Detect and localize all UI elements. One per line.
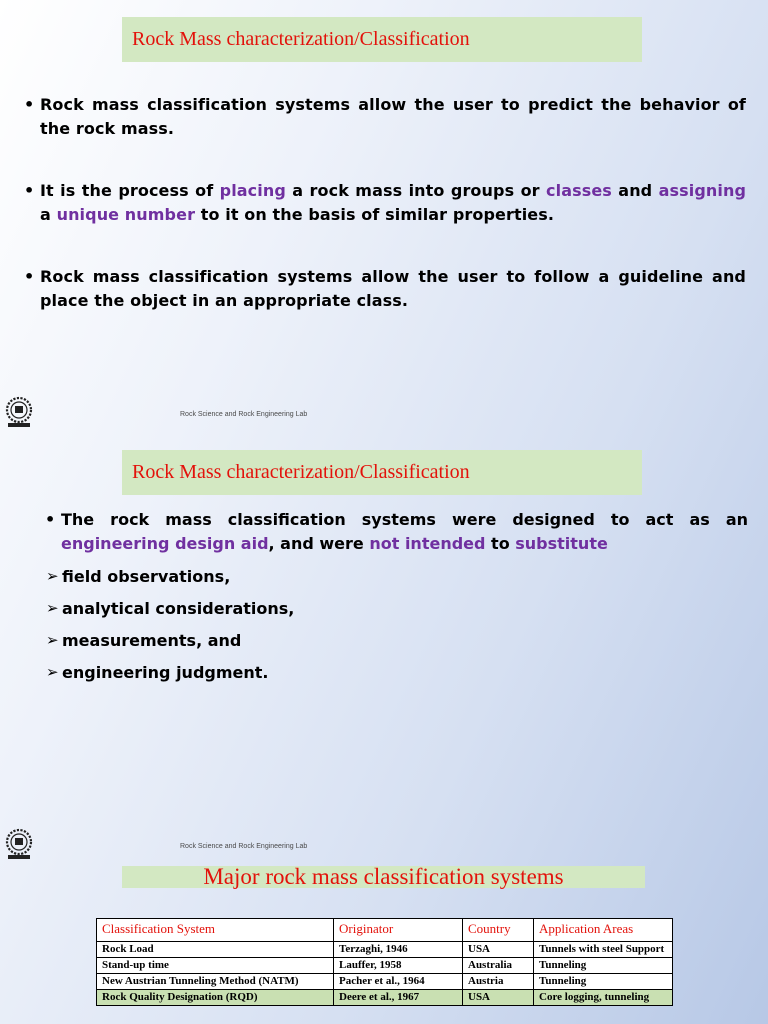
slide-3-title: Major rock mass classification systems [122, 866, 645, 888]
column-header: Classification System [97, 919, 334, 942]
arrow-bullet-icon: ➢ [46, 663, 59, 681]
arrow-bullet-icon: ➢ [46, 631, 59, 649]
slide-1 [0, 0, 768, 432]
table-body [97, 942, 673, 1006]
slide-1-bullets [24, 93, 746, 351]
text-segment: The rock mass classification systems were designed to act as an [61, 510, 748, 529]
classification-systems-table [96, 918, 673, 1006]
text-segment: a [40, 205, 57, 224]
table-cell: Terzaghi, 1946 [334, 942, 463, 958]
highlighted-term: placing [219, 181, 286, 200]
footer-lab-name: Rock Science and Rock Engineering Lab [180, 843, 308, 850]
slide-2 [0, 432, 768, 864]
table-cell: USA [463, 990, 534, 1006]
table-cell: Stand-up time [97, 958, 334, 974]
slide-1-title: Rock Mass characterization/Classification [122, 17, 642, 62]
table-header-row [97, 919, 673, 942]
list-item [46, 564, 294, 588]
list-item [46, 660, 294, 684]
text-segment: It is the process of [40, 181, 220, 200]
table-cell: Lauffer, 1958 [334, 958, 463, 974]
text-segment: to it on the basis of similar properties. [195, 205, 555, 224]
highlighted-term: classes [546, 181, 612, 200]
text-segment: a rock mass into groups or [285, 181, 547, 200]
list-item-text: measurements, and [62, 630, 242, 650]
table-cell: Rock Load [97, 942, 334, 958]
bullet-item [24, 265, 746, 313]
highlighted-term: not intended [369, 534, 486, 553]
table-cell: Tunneling [534, 958, 673, 974]
table-cell: Pacher et al., 1964 [334, 974, 463, 990]
table-row [97, 974, 673, 990]
table-row [97, 990, 673, 1006]
column-header: Application Areas [534, 919, 673, 942]
list-item-text: field observations, [62, 566, 231, 586]
column-header: Country [463, 919, 534, 942]
footer-lab-name: Rock Science and Rock Engineering Lab [180, 411, 308, 418]
text-segment: to [485, 534, 516, 553]
table-row [97, 958, 673, 974]
highlighted-term: engineering design aid [61, 534, 269, 553]
highlighted-term: unique number [56, 205, 196, 224]
slide-2-arrow-list [46, 564, 294, 692]
table-row [97, 942, 673, 958]
arrow-bullet-icon: ➢ [46, 567, 59, 585]
table-cell: New Austrian Tunneling Method (NATM) [97, 974, 334, 990]
slide-2-title: Rock Mass characterization/Classification [122, 450, 642, 495]
bullet-item [24, 179, 746, 227]
institute-gear-logo-icon [4, 395, 34, 429]
bullet-item [24, 93, 746, 141]
text-segment: Rock mass classification systems allow the user to follow a guideline and place the object in an appropriate class. [40, 267, 746, 310]
slide-2-lead-bullet [45, 508, 748, 556]
list-item [46, 596, 294, 620]
table-cell: Tunneling [534, 974, 673, 990]
text-segment: Rock mass classification systems allow the user to predict the behavior of the rock mass. [40, 95, 746, 138]
table-cell: Tunnels with steel Support [534, 942, 673, 958]
list-item [46, 628, 294, 652]
table-cell: Deere et al., 1967 [334, 990, 463, 1006]
institute-gear-logo-icon [4, 827, 34, 861]
table-cell: USA [463, 942, 534, 958]
slide-3 [0, 864, 768, 1024]
highlighted-term: substitute [515, 534, 608, 553]
text-segment: and [611, 181, 659, 200]
table-cell: Core logging, tunneling [534, 990, 673, 1006]
arrow-bullet-icon: ➢ [46, 599, 59, 617]
highlighted-term: assigning [658, 181, 747, 200]
list-item-text: analytical considerations, [62, 598, 295, 618]
column-header: Originator [334, 919, 463, 942]
table-cell: Rock Quality Designation (RQD) [97, 990, 334, 1006]
table-cell: Austria [463, 974, 534, 990]
text-segment: , and were [268, 534, 370, 553]
table-cell: Australia [463, 958, 534, 974]
list-item-text: engineering judgment. [62, 662, 269, 682]
